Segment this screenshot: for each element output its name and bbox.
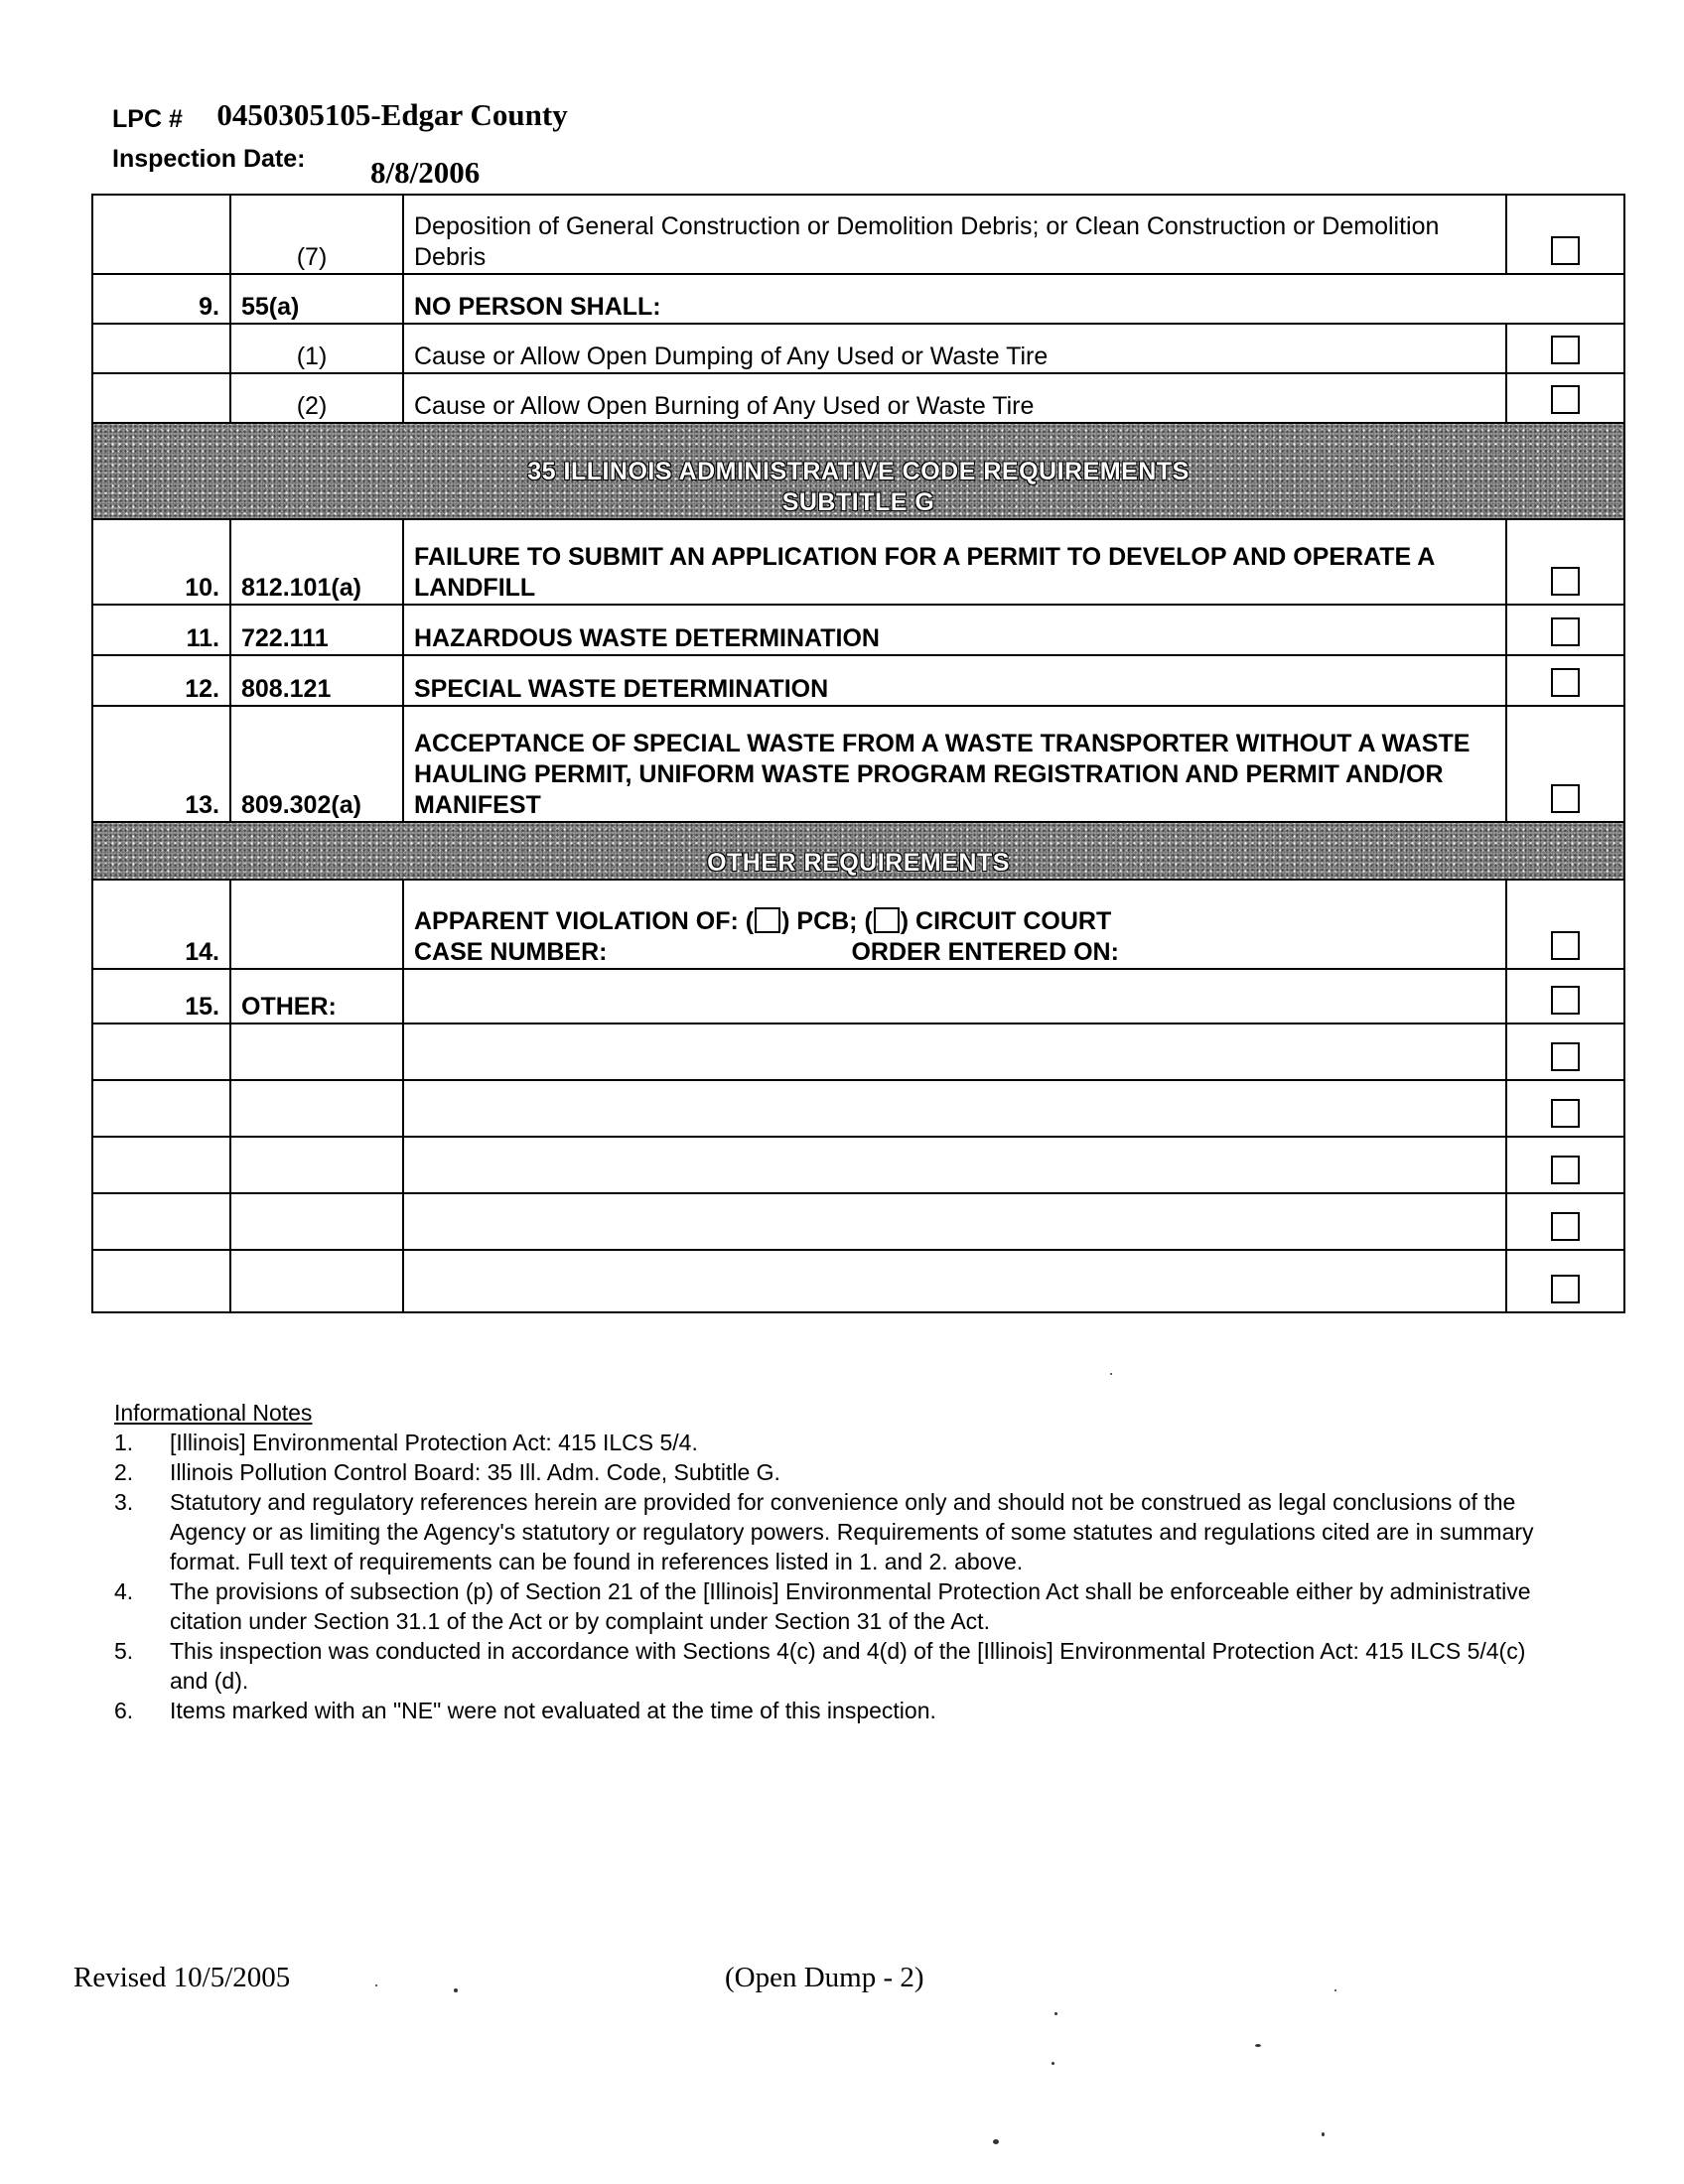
item-number: 11.	[92, 605, 230, 655]
item-number	[92, 324, 230, 373]
violation-checkbox[interactable]	[1551, 236, 1580, 265]
section-header-other: OTHER REQUIREMENTS	[92, 822, 1624, 880]
section-header-row	[92, 822, 1624, 880]
informational-notes	[114, 1398, 1544, 1725]
item-number: 14.	[92, 880, 230, 969]
section-ref	[230, 880, 403, 969]
case-number-label: CASE NUMBER:	[414, 938, 608, 966]
requirement-text: FAILURE TO SUBMIT AN APPLICATION FOR A PERMIT TO DEVELOP AND OPERATE A LANDFILL	[403, 519, 1506, 605]
inspection-date-label: Inspection Date:	[112, 145, 306, 173]
table-row	[92, 706, 1624, 822]
list-item: 5. This inspection was conducted in accordance with Sections 4(c) and 4(d) of the [Illinois] Environmental Protection Act: 415 ILCS 5/4(c) and (d).	[114, 1638, 1526, 1694]
requirement-text: Deposition of General Construction or Demolition Debris; or Clean Construction or Demolition Debris	[403, 195, 1506, 274]
item-number: 9.	[92, 274, 230, 324]
inspection-date-value: 8/8/2006	[370, 155, 481, 190]
scan-speck	[1255, 2044, 1261, 2047]
item-number	[92, 373, 230, 423]
circuit-court-checkbox[interactable]	[874, 907, 900, 933]
page-label: (Open Dump - 2)	[725, 1962, 924, 1993]
violation-checkbox[interactable]	[1551, 986, 1580, 1015]
table-row	[92, 1080, 1624, 1137]
lpc-label: LPC #	[112, 105, 183, 133]
list-item: 4. The provisions of subsection (p) of Section 21 of the [Illinois] Environmental Protection Act shall be enforceable either by administrative citation under Section 31.1 of the Act or by complaint under Section 31 of the Act.	[114, 1578, 1531, 1634]
requirement-text: ACCEPTANCE OF SPECIAL WASTE FROM A WASTE TRANSPORTER WITHOUT A WASTE HAULING PERMIT, UNIFORM WASTE PROGRAM REGISTRATION AND PERMIT AND/OR MANIFEST	[403, 706, 1506, 822]
section-header-row	[92, 423, 1624, 519]
violation-checkbox[interactable]	[1551, 784, 1580, 813]
requirement-text: HAZARDOUS WASTE DETERMINATION	[403, 605, 1506, 655]
scan-speck	[1052, 2062, 1054, 2065]
other-entry[interactable]	[403, 1193, 1506, 1250]
scan-speck	[1110, 1373, 1112, 1375]
list-item: 3. Statutory and regulatory references herein are provided for convenience only and should not be construed as legal conclusions of the Agency or as limiting the Agency's statutory or regulatory powers. Requirements of some statutes and regulations cited are in summary format. Full text of requirements can be found in references listed in 1. and 2. above.	[114, 1489, 1534, 1574]
violation-checkbox[interactable]	[1551, 1042, 1580, 1071]
requirement-text: SPECIAL WASTE DETERMINATION	[403, 655, 1506, 706]
section-ref: (2)	[230, 373, 403, 423]
case-order-line	[414, 937, 1495, 968]
table-row	[92, 1137, 1624, 1193]
item-number: 13.	[92, 706, 230, 822]
section-header-line: 35 ILLINOIS ADMINISTRATIVE CODE REQUIREMENTS	[527, 458, 1190, 485]
scan-speck	[454, 1988, 458, 1992]
scan-speck	[1054, 2012, 1057, 2015]
notes-list	[114, 1428, 1544, 1725]
violation-checkbox[interactable]	[1551, 668, 1580, 697]
pcb-checkbox[interactable]	[755, 907, 780, 933]
violation-checkbox[interactable]	[1551, 617, 1580, 646]
table-row	[92, 274, 1624, 324]
scan-speck	[1322, 2132, 1325, 2136]
list-item: 2. Illinois Pollution Control Board: 35 Ill. Adm. Code, Subtitle G.	[114, 1459, 780, 1485]
section-ref: 809.302(a)	[230, 706, 403, 822]
table-row	[92, 1024, 1624, 1080]
other-entry[interactable]	[403, 1137, 1506, 1193]
apparent-violation-line: APPARENT VIOLATION OF: ( ) PCB; ( ) CIRCUIT COURT	[414, 907, 1112, 935]
table-row	[92, 655, 1624, 706]
other-entry[interactable]	[403, 1024, 1506, 1080]
requirements-table	[91, 194, 1625, 1313]
item-number: 15.	[92, 969, 230, 1024]
table-row	[92, 1193, 1624, 1250]
scan-speck	[993, 2139, 999, 2144]
order-entered-label: ORDER ENTERED ON:	[851, 938, 1119, 966]
lpc-value: 0450305105-Edgar County	[216, 97, 568, 132]
table-row	[92, 324, 1624, 373]
other-entry[interactable]	[403, 969, 1506, 1024]
item-number: 12.	[92, 655, 230, 706]
requirement-text	[403, 880, 1506, 969]
scan-speck	[1334, 1989, 1336, 1991]
violation-checkbox[interactable]	[1551, 931, 1580, 960]
scan-speck	[375, 1984, 377, 1986]
table-row	[92, 519, 1624, 605]
item-number	[92, 195, 230, 274]
inspection-date-line	[112, 145, 481, 190]
table-row	[92, 880, 1624, 969]
violation-checkbox[interactable]	[1551, 1212, 1580, 1241]
list-item: 1. [Illinois] Environmental Protection Act: 415 ILCS 5/4.	[114, 1430, 698, 1455]
requirement-text: Cause or Allow Open Dumping of Any Used or Waste Tire	[403, 324, 1506, 373]
violation-checkbox[interactable]	[1551, 1275, 1580, 1303]
table-row	[92, 1250, 1624, 1312]
requirement-text: Cause or Allow Open Burning of Any Used or Waste Tire	[403, 373, 1506, 423]
section-ref: (1)	[230, 324, 403, 373]
section-ref: 808.121	[230, 655, 403, 706]
section-ref: 722.111	[230, 605, 403, 655]
table-row	[92, 373, 1624, 423]
lpc-line	[112, 99, 568, 135]
violation-checkbox[interactable]	[1551, 1099, 1580, 1128]
violation-checkbox[interactable]	[1551, 567, 1580, 596]
notes-title: Informational Notes	[114, 1400, 313, 1426]
revision-date: Revised 10/5/2005	[73, 1962, 291, 1993]
section-ref: (7)	[230, 195, 403, 274]
table-row	[92, 969, 1624, 1024]
section-ref: OTHER:	[230, 969, 403, 1024]
section-ref: 55(a)	[230, 274, 403, 324]
list-item: 6. Items marked with an "NE" were not evaluated at the time of this inspection.	[114, 1698, 936, 1723]
other-entry[interactable]	[403, 1250, 1506, 1312]
violation-checkbox[interactable]	[1551, 336, 1580, 364]
requirement-text: NO PERSON SHALL:	[403, 274, 1624, 324]
other-entry[interactable]	[403, 1080, 1506, 1137]
section-header-line: SUBTITLE G	[781, 488, 935, 516]
item-number: 10.	[92, 519, 230, 605]
table-row	[92, 605, 1624, 655]
violation-checkbox[interactable]	[1551, 385, 1580, 414]
violation-checkbox[interactable]	[1551, 1156, 1580, 1184]
section-header-admin-code	[92, 423, 1624, 519]
section-ref: 812.101(a)	[230, 519, 403, 605]
table-row	[92, 195, 1624, 274]
